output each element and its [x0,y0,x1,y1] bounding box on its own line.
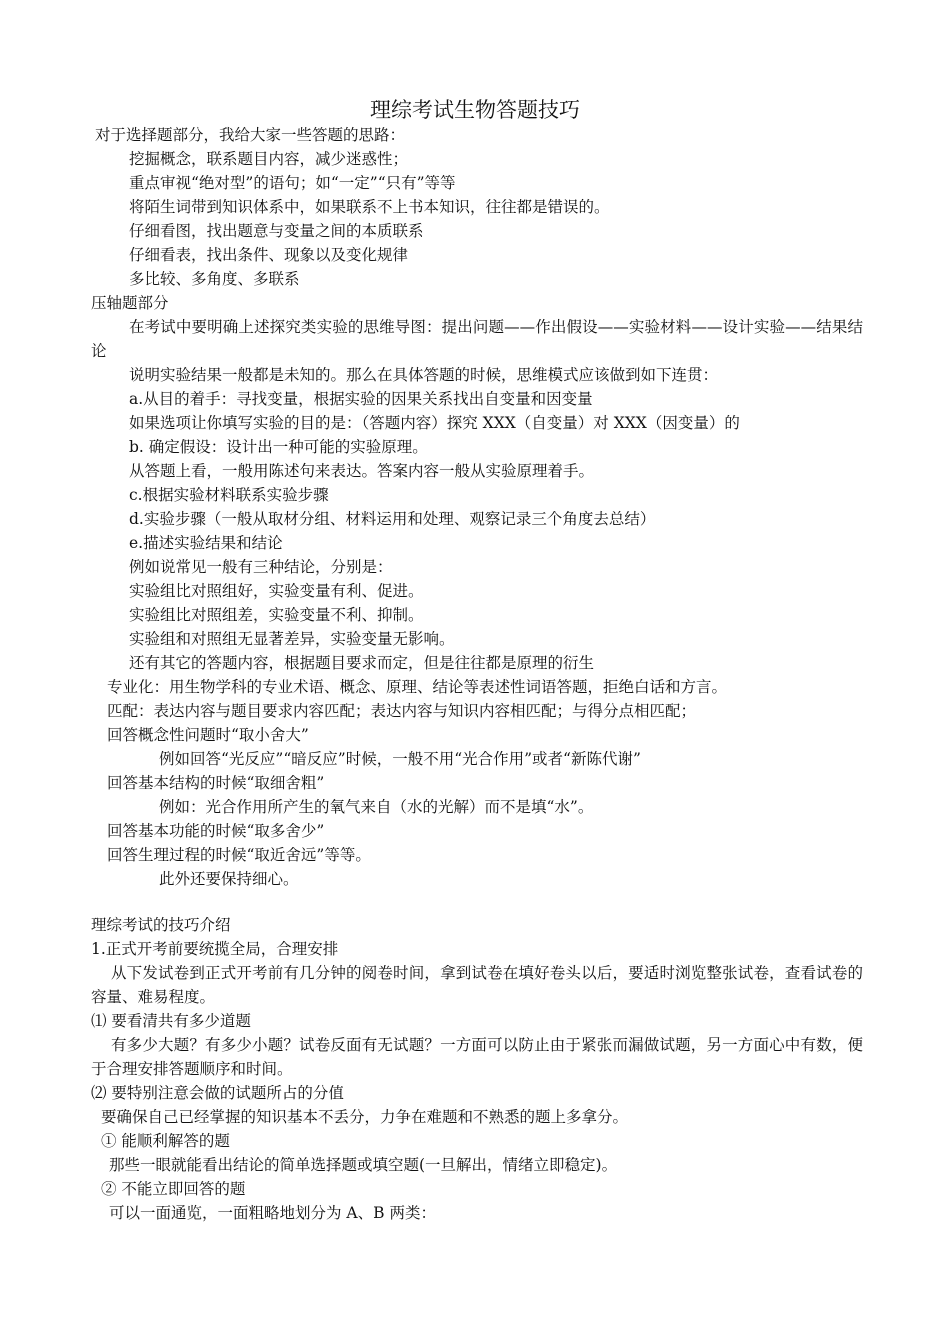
section-heading: 压轴题部分 [91,294,169,312]
choice-tip: 将陌生词带到知识体系中，如果联系不上书本知识，往往都是错误的。 [129,198,610,216]
answer-example: 例如回答“光反应”“暗反应”时候，一般不用“光合作用”或者“新陈代谢” [159,750,641,768]
experiment-line: 从答题上看，一般用陈述句来表达。答案内容一般从实验原理着手。 [129,462,595,480]
body-paragraph: 有多少大题？有多少小题？试卷反面有无试题？一方面可以防止由于紧张而漏做试题，另一方面心中有数，便于合理安排答题顺序和时间。 [91,1036,863,1078]
experiment-line: 实验组比对照组差，实验变量不利、抑制。 [129,606,424,624]
experiment-line: b. 确定假设：设计出一种可能的实验原理。 [129,438,428,456]
experiment-line: 如果选项让你填写实验的目的是：（答题内容）探究 XXX（自变量）对 XXX（因变量）的 [129,414,740,432]
answer-rule: 专业化：用生物学科的专业术语、概念、原理、结论等表述性词语答题，拒绝白话和方言。 [107,678,728,696]
sub-item-heading: ① 能顺利解答的题 [101,1132,230,1150]
experiment-line: 例如说常见一般有三种结论，分别是： [129,558,393,576]
experiment-line: d.实验步骤（一般从取材分组、材料运用和处理、观察记录三个角度去总结） [129,510,656,528]
section-heading: 理综考试的技巧介绍 [91,916,231,934]
sub-item-heading: ② 不能立即回答的题 [101,1180,246,1198]
experiment-line: c.根据实验材料联系实验步骤 [129,486,329,504]
experiment-line: 还有其它的答题内容，根据题目要求而定，但是往往都是原理的衍生 [129,654,595,672]
answer-rule: 回答生理过程的时候“取近舍远”等等。 [107,846,371,864]
body-line: 可以一面通览，一面粗略地划分为 A、B 两类： [109,1204,436,1222]
answer-rule: 回答基本功能的时候“取多舍少” [107,822,325,840]
answer-note: 此外还要保持细心。 [159,870,299,888]
experiment-line: 说明实验结果一般都是未知的。那么在具体答题的时候，思维模式应该做到如下连贯： [129,366,719,384]
sub-heading: ⑵ 要特别注意会做的试题所占的分值 [91,1084,344,1102]
experiment-line: a.从目的着手：寻找变量，根据实验的因果关系找出自变量和因变量 [129,390,593,408]
body-line: 那些一眼就能看出结论的简单选择题或填空题(一旦解出，情绪立即稳定)。 [109,1156,618,1174]
choice-tip: 仔细看图，找出题意与变量之间的本质联系 [129,222,424,240]
choice-tip: 多比较、多角度、多联系 [129,270,300,288]
choice-tip: 仔细看表，找出条件、现象以及变化规律 [129,246,409,264]
choice-intro: 对于选择题部分，我给大家一些答题的思路： [95,126,406,144]
experiment-line: 实验组和对照组无显著差异，实验变量无影响。 [129,630,455,648]
answer-rule: 匹配：表达内容与题目要求内容匹配；表达内容与知识内容相匹配；与得分点相匹配； [107,702,697,720]
body-paragraph: 从下发试卷到正式开考前有几分钟的阅卷时间，拿到试卷在填好卷头以后，要适时浏览整张试卷，查看试卷的容量、难易程度。 [91,964,863,1006]
mindmap-paragraph: 在考试中要明确上述探究类实验的思维导图：提出问题——作出假设——实验材料——设计实验——结果结论 [91,318,863,360]
answer-example: 例如：光合作用所产生的氧气来自（水的光解）而不是填“水”。 [159,798,594,816]
body-line: 要确保自己已经掌握的知识基本不丢分，力争在难题和不熟悉的题上多拿分。 [101,1108,629,1126]
choice-tip: 挖掘概念，联系题目内容，减少迷惑性； [129,150,409,168]
sub-heading: ⑴ 要看清共有多少道题 [91,1012,251,1030]
point-heading: 1.正式开考前要统揽全局，合理安排 [91,940,339,958]
answer-rule: 回答基本结构的时候“取细舍粗” [107,774,325,792]
experiment-line: e.描述实验结果和结论 [129,534,283,552]
document-title: 理综考试生物答题技巧 [370,98,580,122]
answer-rule: 回答概念性问题时“取小舍大” [107,726,309,744]
experiment-line: 实验组比对照组好，实验变量有利、促进。 [129,582,424,600]
choice-tip: 重点审视“绝对型”的语句；如“一定”“只有”等等 [129,174,456,192]
